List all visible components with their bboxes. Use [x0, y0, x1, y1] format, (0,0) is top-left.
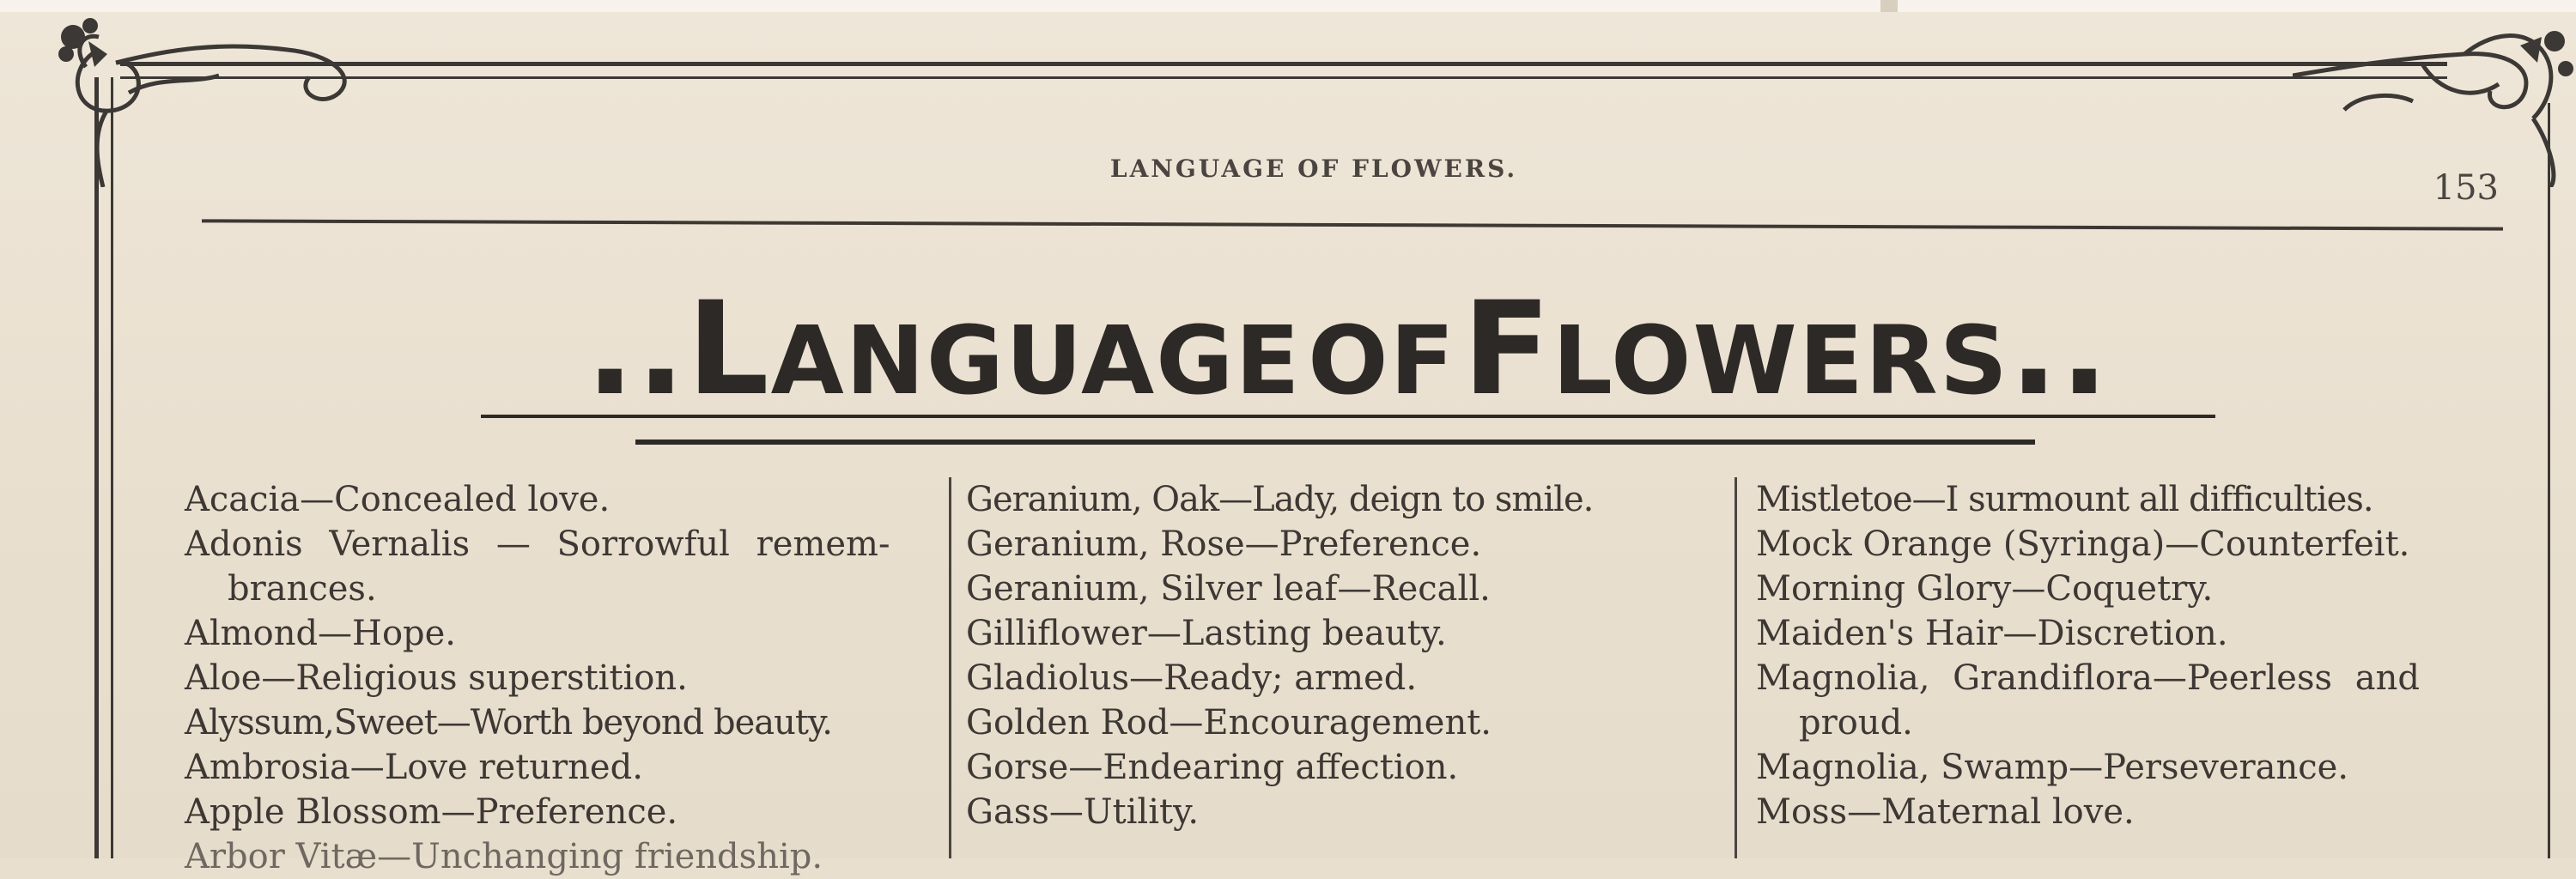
list-item: Apple Blossom—Preference.: [185, 792, 678, 832]
list-item-continuation: proud.: [1799, 703, 1913, 743]
column-3: [1756, 477, 2512, 858]
list-item: Maiden's Hair—Discretion.: [1756, 614, 2228, 653]
border-left-rule: [94, 77, 113, 858]
page-number: 153: [2433, 168, 2499, 208]
list-item: Gorse—Endearing affection.: [966, 748, 1459, 787]
list-item: Gladiolus—Ready; armed.: [966, 658, 1418, 698]
list-item: Morning Glory—Coquetry.: [1756, 569, 2214, 609]
title-word2: OF: [1308, 306, 1456, 415]
running-head: LANGUAGE OF FLOWERS.: [1109, 155, 1518, 183]
list-item: Arbor Vitæ—Unchanging friendship.: [185, 837, 823, 876]
title-trail-dots: ..: [2008, 275, 2111, 424]
column-divider: [1735, 477, 1737, 858]
list-item: Magnolia, Swamp—Perseverance.: [1756, 748, 2349, 787]
border-right-rule: [2548, 103, 2559, 858]
title-underline-thin: [481, 415, 2215, 418]
list-item: Geranium, Silver leaf—Recall.: [966, 569, 1491, 609]
list-item: Adonis Vernalis — Sorrowful remem-: [185, 524, 890, 564]
list-item: Aloe—Religious superstition.: [185, 658, 688, 698]
corner-flourish-right-icon: [2293, 15, 2576, 187]
title-word1-cap: L: [687, 275, 771, 424]
border-top-rule: [120, 62, 2447, 79]
list-item: Magnolia, Grandiflora—Peerless and: [1756, 658, 2420, 698]
title-word1-rest: ANGUAGE: [770, 306, 1302, 415]
title-word3-cap: F: [1462, 275, 1552, 424]
list-item: Ambrosia—Love returned.: [185, 748, 643, 787]
list-item: Geranium, Rose—Preference.: [966, 524, 1482, 564]
title-underline-thick: [635, 440, 2035, 445]
paper-gap: [1880, 0, 1898, 12]
list-item: Almond—Hope.: [185, 614, 457, 653]
list-item: Moss—Maternal love.: [1756, 792, 2135, 832]
list-item: Geranium, Oak—Lady, deign to smile.: [966, 480, 1594, 519]
title-lead-dots: ..: [586, 275, 688, 424]
paper-edge: [0, 0, 2576, 12]
list-item: Alyssum,Sweet—Worth beyond beauty.: [185, 703, 832, 743]
list-item: Mistletoe—I surmount all difficulties.: [1756, 480, 2373, 519]
entries-columns: [185, 477, 2512, 876]
page-title: [481, 275, 2215, 429]
column-1: [185, 477, 940, 876]
list-item-continuation: brances.: [228, 569, 377, 609]
title-word3-rest: LOWERS: [1552, 306, 2009, 415]
corner-flourish-left-icon: [47, 15, 374, 187]
list-item: Mock Orange (Syringa)—Counterfeit.: [1756, 524, 2410, 564]
header-rule: [202, 219, 2503, 230]
list-item: Golden Rod—Encouragement.: [966, 703, 1492, 743]
column-divider: [949, 477, 951, 858]
list-item: Gilliflower—Lasting beauty.: [966, 614, 1447, 653]
list-item: Acacia—Concealed love.: [185, 480, 611, 519]
list-item: Gass—Utility.: [966, 792, 1200, 832]
